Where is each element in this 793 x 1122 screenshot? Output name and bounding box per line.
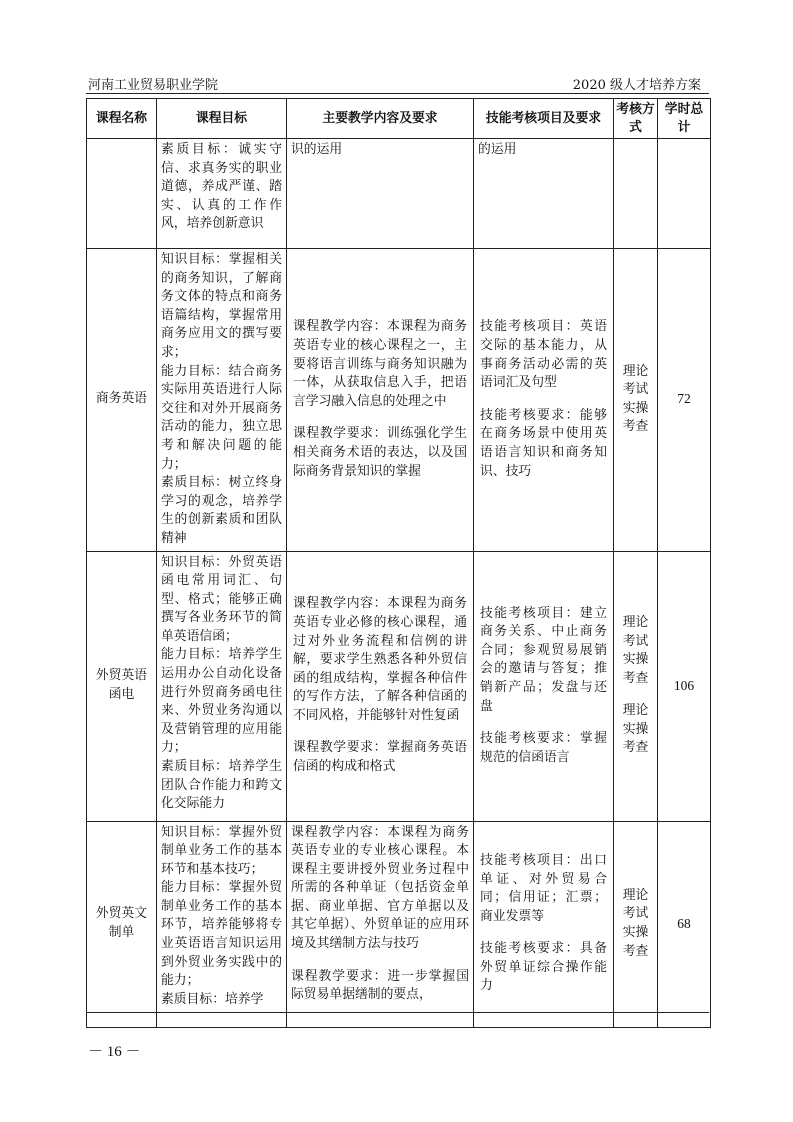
course-name: 外贸英语函电 xyxy=(87,551,157,821)
content-requirement: 课程教学要求：训练强化学生相关商务术语的表达，以及国际商务背景知识的掌握 xyxy=(293,426,467,479)
col-header-goal: 课程目标 xyxy=(157,99,287,139)
table-row xyxy=(87,551,711,821)
cont-name-cell xyxy=(87,139,157,249)
total-hours: 72 xyxy=(658,249,711,552)
skill-requirement: 技能考核要求：能够在商务场景中使用英语语言知识和商务知识、技巧 xyxy=(480,407,607,479)
course-name: 商务英语 xyxy=(87,249,157,552)
course-content xyxy=(287,551,474,821)
goal-ability: 能力目标：培养学生运用办公自动化设备进行外贸商务函电往来、外贸业务沟通以及营销管理的应用能力； xyxy=(161,647,282,756)
table-row-continuation xyxy=(87,139,711,249)
course-goal xyxy=(157,249,287,552)
goal-quality: 素质目标：培养学 xyxy=(161,991,264,1007)
cont-goal-cell: 素质目标：诚实守信、求真务实的职业道德，养成严谨、踏实、认真的工作作风，培养创新意识 xyxy=(157,139,287,249)
goal-knowledge: 知识目标：掌握外贸制单业务工作的基本环节和基本技巧； xyxy=(161,824,282,877)
total-hours: 106 xyxy=(658,551,711,821)
skill-item: 技能考核项目：建立商务关系、中止商务合同；参观贸易展销会的邀请与答复；推销新产品；发盘与还盘 xyxy=(480,605,607,714)
course-skill xyxy=(474,249,614,552)
exam-method xyxy=(614,821,658,1027)
exam-text: 理论考试实操考查 xyxy=(622,363,649,435)
skill-item: 技能考核项目：英语交际的基本能力，从事商务活动必需的英语词汇及句型 xyxy=(480,319,607,391)
table-row xyxy=(87,249,711,552)
goal-ability: 能力目标：掌握外贸制单业务工作的基本环节，培养能够将专业英语语言知识运用到外贸业务实践中的能力； xyxy=(161,880,282,989)
cont-skill-cell: 的运用 xyxy=(474,139,614,249)
content-text: 课程教学内容：本课程为商务英语专业的核心课程之一，主要将语言训练与商务知识融为一体，从获取信息入手，把语言学习融入信息的处理之中 xyxy=(293,319,467,409)
exam-text: 理论考试实操考查 xyxy=(622,614,649,686)
header-divider xyxy=(86,93,709,94)
course-skill xyxy=(474,821,614,1027)
table-row xyxy=(87,821,711,1027)
col-header-skill: 技能考核项目及要求 xyxy=(474,99,614,139)
exam-text: 理论考试实操考查 xyxy=(622,887,649,959)
course-name: 外贸英文制单 xyxy=(87,821,157,1027)
content-text: 课程教学内容：本课程为商务英语专业必修的核心课程，通过对外业务流程和信例的讲解，要求学生熟悉各种外贸信函的组成结构，掌握各种信件的写作方法，了解各种信函的不同风格，并能够针对性复函 xyxy=(293,596,467,723)
skill-item: 技能考核项目：出口单证、对外贸易合同；信用证；汇票；商业发票等 xyxy=(480,852,607,924)
col-header-content: 主要教学内容及要求 xyxy=(287,99,474,139)
goal-knowledge: 知识目标：外贸英语函电常用词汇、句型、格式；能够正确撰写各业务环节的简单英语信函； xyxy=(161,554,282,644)
cont-exam-cell xyxy=(614,139,658,249)
page-number: － 16 － xyxy=(88,1044,141,1060)
table-header-row xyxy=(87,99,711,139)
course-table xyxy=(86,98,711,1028)
exam-method xyxy=(614,249,658,552)
col-header-hours: 学时总计 xyxy=(658,99,711,139)
course-goal xyxy=(157,551,287,821)
col-header-exam: 考核方式 xyxy=(614,99,658,139)
skill-requirement: 技能考核要求：具备外贸单证综合操作能力 xyxy=(480,941,607,994)
exam-method xyxy=(614,551,658,821)
total-hours: 68 xyxy=(658,821,711,1027)
exam-text-2: 理论实操考查 xyxy=(622,703,649,756)
goal-quality: 素质目标：培养学生团队合作能力和跨文化交际能力 xyxy=(161,759,282,812)
cont-content-cell: 识的运用 xyxy=(287,139,474,249)
header-doc-title: 2020 级人才培养方案 xyxy=(572,78,701,93)
course-content xyxy=(287,821,474,1027)
cont-hours-cell xyxy=(658,139,711,249)
footer-divider xyxy=(86,1012,709,1013)
col-header-name: 课程名称 xyxy=(87,99,157,139)
content-requirement: 课程教学要求：进一步掌握国际贸易单据缮制的要点， xyxy=(291,968,469,1003)
goal-quality: 素质目标：树立终身学习的观念，培养学生的创新素质和团队精神 xyxy=(161,475,282,546)
content-text: 课程教学内容：本课程为商务英语专业的专业核心课程。本课程主要讲授外贸业务过程中所需的各种单证（包括资金单据、商业单据、官方单据以及其它单据）、外贸单证的应用环境及其缮制方法与技巧 xyxy=(291,824,469,952)
header-school: 河南工业贸易职业学院 xyxy=(88,78,219,93)
goal-ability: 能力目标：结合商务实际用英语进行人际交往和对外开展商务活动的能力，独立思考和解决问题的能力； xyxy=(161,363,282,472)
goal-knowledge: 知识目标：掌握相关的商务知识，了解商务文体的特点和商务语篇结构，掌握常用商务应用文的撰写要求； xyxy=(161,252,282,360)
course-goal xyxy=(157,821,287,1027)
skill-requirement: 技能考核要求：掌握规范的信函语言 xyxy=(480,731,607,765)
course-content xyxy=(287,249,474,552)
course-skill xyxy=(474,551,614,821)
content-requirement: 课程教学要求：掌握商务英语信函的构成和格式 xyxy=(293,740,467,775)
